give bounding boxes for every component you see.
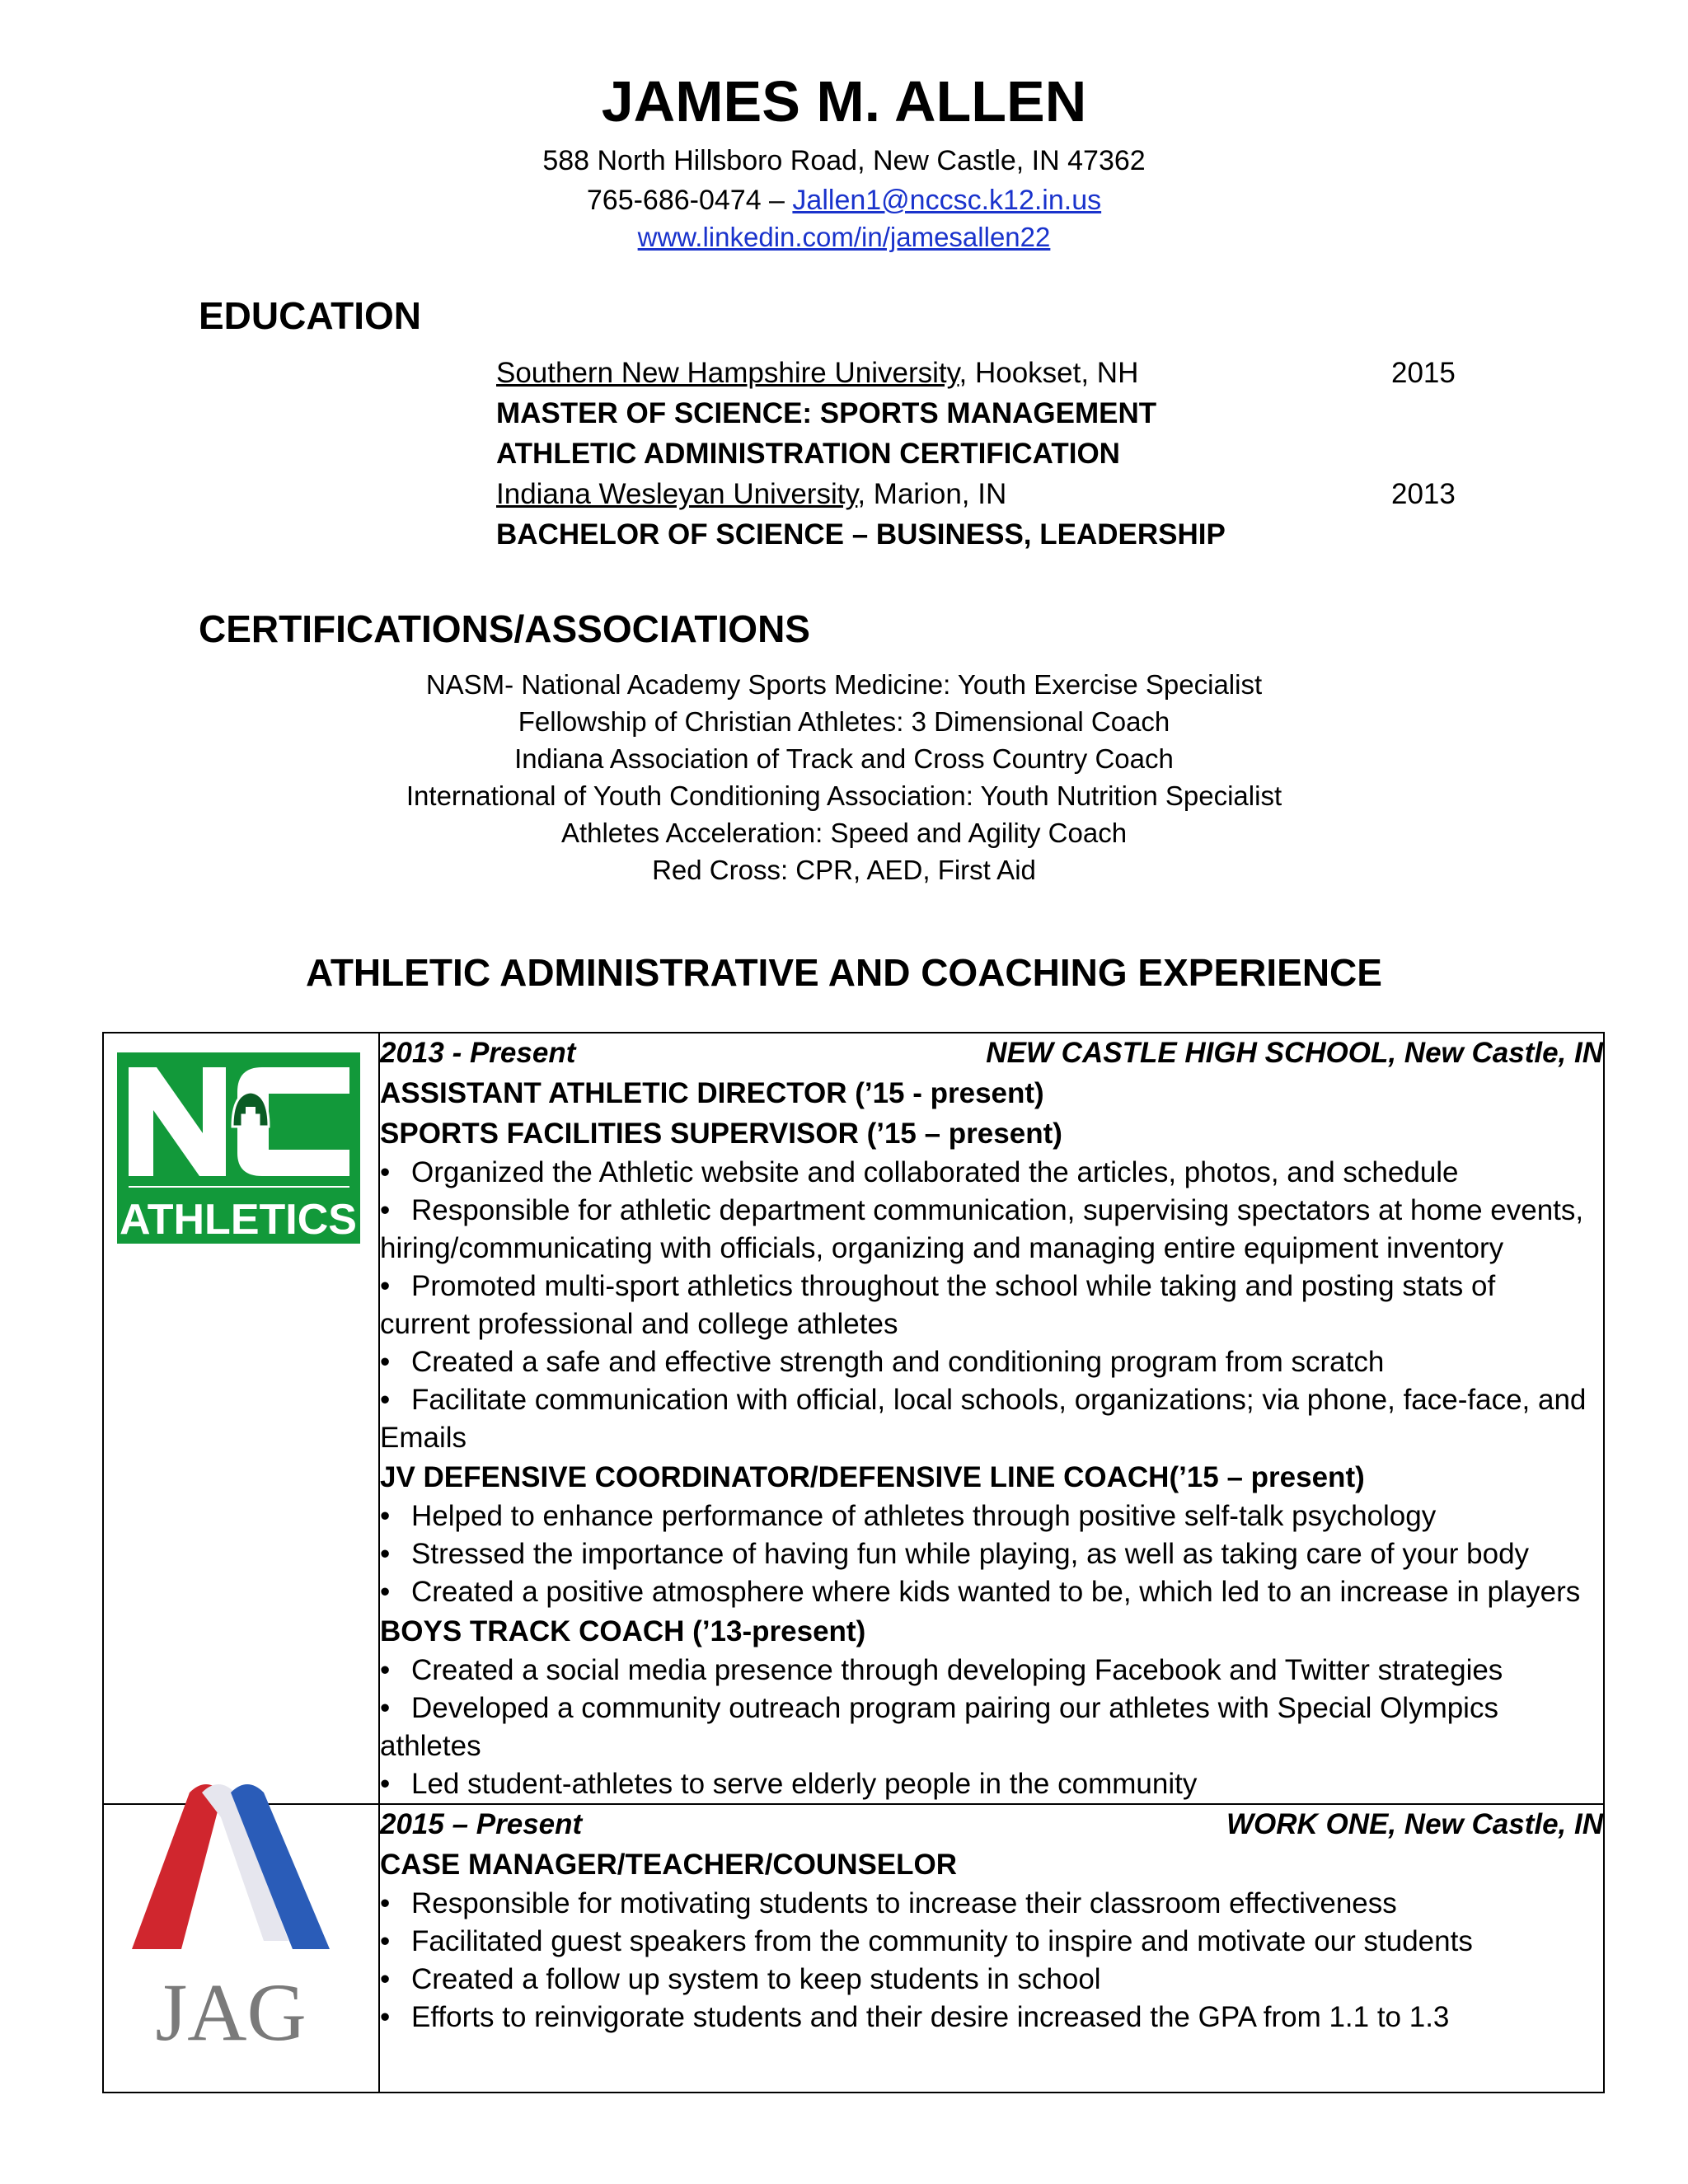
- bullet-item: • Organized the Athletic website and collaborated the articles, photos, and schedule: [380, 1156, 1459, 1188]
- certification-item: International of Youth Conditioning Association: Youth Nutrition Specialist: [406, 780, 1282, 811]
- school-location: , Marion, IN: [857, 478, 1007, 510]
- role-title: BOYS TRACK COACH (’13-present): [380, 1615, 866, 1647]
- bullet-item: • Led student-athletes to serve elderly people in the community: [380, 1768, 1198, 1800]
- bullet-item: • Created a follow up system to keep students in school: [380, 1963, 1101, 1995]
- bullet-continuation: hiring/communicating with officials, organizing and managing entire equipment inventory: [380, 1232, 1504, 1264]
- role-title: ASSISTANT ATHLETIC DIRECTOR (’15 - present): [380, 1077, 1044, 1109]
- bullet-item: • Created a social media presence through developing Facebook and Twitter strategies: [380, 1654, 1503, 1686]
- bullet-list: [380, 1154, 1603, 1457]
- phone: 765-686-0474 –: [586, 185, 793, 216]
- bullet-item: • Efforts to reinvigorate students and their desire increased the GPA from 1.1 to 1.3: [380, 2001, 1450, 2033]
- bullet-item: • Promoted multi-sport athletics throughout the school while taking and posting stats of: [380, 1270, 1496, 1302]
- role-title: CASE MANAGER/TEACHER/COUNSELOR: [380, 1849, 958, 1881]
- bullet-continuation: current professional and college athletes: [380, 1308, 898, 1340]
- resume-header: [0, 64, 1688, 254]
- bullet-item: • Helped to enhance performance of athletes through positive self-talk psychology: [380, 1500, 1437, 1532]
- role-title: JV DEFENSIVE COORDINATOR/DEFENSIVE LINE COACH(’15 – present): [380, 1461, 1365, 1493]
- education-entry: [496, 353, 1469, 393]
- degree: BACHELOR OF SCIENCE – BUSINESS, LEADERSHIP: [496, 518, 1226, 551]
- degree: ATHLETIC ADMINISTRATION CERTIFICATION: [496, 438, 1120, 470]
- bullet-list: [380, 1885, 1603, 2036]
- school-location: , Hookset, NH: [959, 357, 1139, 389]
- linkedin-link[interactable]: www.linkedin.com/in/jamesallen22: [637, 222, 1051, 252]
- job-details: [379, 1033, 1604, 1804]
- education-heading: EDUCATION: [199, 294, 422, 337]
- nc-athletics-logo: [117, 1052, 360, 1244]
- certification-item: Red Cross: CPR, AED, First Aid: [652, 855, 1036, 885]
- job-header: [380, 1033, 1603, 1073]
- bullet-list: [380, 1652, 1603, 1803]
- role-title: SPORTS FACILITIES SUPERVISOR (’15 – present): [380, 1118, 1062, 1150]
- logo-text: JAG: [155, 1966, 307, 2056]
- certifications-heading: CERTIFICATIONS/ASSOCIATIONS: [199, 607, 810, 650]
- degree: MASTER OF SCIENCE: SPORTS MANAGEMENT: [496, 397, 1157, 429]
- employer: WORK ONE, New Castle, IN: [1226, 1808, 1603, 1840]
- experience-heading: ATHLETIC ADMINISTRATIVE AND COACHING EXPERIENCE: [306, 951, 1382, 994]
- job-dates: 2015 – Present: [380, 1808, 583, 1840]
- education-list: [496, 353, 1469, 555]
- certification-item: NASM- National Academy Sports Medicine: Youth Exercise Specialist: [425, 669, 1263, 700]
- education-entry: [496, 474, 1469, 514]
- bullet-item: • Created a positive atmosphere where kids wanted to be, which led to an increase in players: [380, 1576, 1581, 1608]
- certifications-list: [0, 666, 1688, 888]
- bullet-item: • Responsible for motivating students to increase their classroom effectiveness: [380, 1887, 1397, 1919]
- job-header: [380, 1805, 1603, 1844]
- job-details: [379, 1804, 1604, 2093]
- job-dates: 2013 - Present: [380, 1037, 576, 1069]
- certification-item: Indiana Association of Track and Cross Country Coach: [514, 743, 1174, 774]
- bullet-item: • Stressed the importance of having fun while playing, as well as taking care of your body: [380, 1538, 1530, 1570]
- bullet-item: • Facilitate communication with official, local schools, organizations; via phone, face-face, and: [380, 1384, 1587, 1416]
- school-name: Indiana Wesleyan University: [496, 478, 858, 510]
- bullet-list: [380, 1497, 1603, 1611]
- school-name: Southern New Hampshire University: [496, 357, 959, 389]
- graduation-year: 2015: [1391, 357, 1456, 389]
- candidate-name: JAMES M. ALLEN: [601, 69, 1087, 134]
- certification-item: Athletes Acceleration: Speed and Agility Coach: [560, 818, 1128, 848]
- graduation-year: 2013: [1391, 478, 1456, 510]
- employer: NEW CASTLE HIGH SCHOOL, New Castle, IN: [986, 1037, 1603, 1069]
- bullet-item: • Developed a community outreach program pairing our athletes with Special Olympics athletes: [380, 1692, 1498, 1762]
- address: 588 North Hillsboro Road, New Castle, IN 47362: [542, 145, 1146, 176]
- bullet-item: • Responsible for athletic department communication, supervising spectators at home events,: [380, 1194, 1584, 1226]
- email-link[interactable]: Jallen1@nccsc.k12.in.us: [792, 185, 1102, 216]
- certification-item: Fellowship of Christian Athletes: 3 Dimensional Coach: [518, 706, 1170, 737]
- jag-logo: [124, 1776, 338, 2056]
- bullet-item: • Created a safe and effective strength and conditioning program from scratch: [380, 1346, 1385, 1378]
- logo-text: ATHLETICS: [120, 1196, 357, 1244]
- bullet-item: • Facilitated guest speakers from the community to inspire and motivate our students: [380, 1925, 1473, 1957]
- bullet-continuation: Emails: [380, 1422, 467, 1454]
- contact-line: [0, 180, 1688, 221]
